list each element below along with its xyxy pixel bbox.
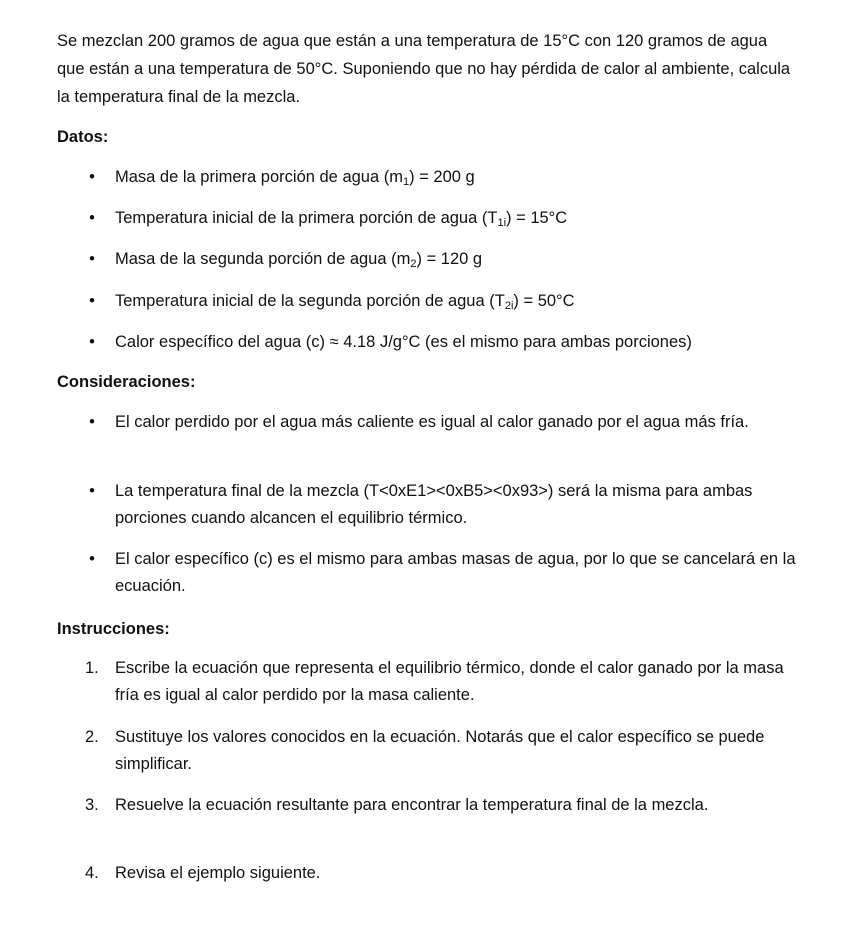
instrucciones-item [85, 655, 805, 709]
intro-paragraph: Se mezclan 200 gramos de agua que están a una temperatura de 15°C con 120 gramos de agua que están a una temperatura de 50°C. Suponiendo que no hay pérdida de calor al ambiente, calcula la temperatura final de la mezcla. [57, 32, 791, 106]
bullet-icon: • [89, 250, 95, 268]
datos-item-text: Masa de la segunda porción de agua (m [115, 250, 411, 268]
datos-item-value: ) = 15°C [506, 209, 568, 227]
datos-item-value: ) = 200 g [409, 168, 475, 186]
bullet-icon: • [89, 209, 95, 227]
consideraciones-item-text: El calor específico (c) es el mismo para ambas masas de agua, por lo que se cancelará en la ecuación. [115, 550, 796, 595]
item-number: 1. [85, 659, 99, 677]
consideraciones-item [89, 478, 805, 532]
subscript: 2i [504, 300, 514, 312]
subscript: 2 [410, 258, 417, 270]
item-number: 4. [85, 864, 99, 882]
consideraciones-heading: Consideraciones: [57, 373, 196, 391]
instrucciones-item [85, 724, 805, 778]
item-number: 3. [85, 796, 99, 814]
instrucciones-item-text: Resuelve la ecuación resultante para encontrar la temperatura final de la mezcla. [115, 796, 709, 814]
subscript: 1 [402, 176, 410, 188]
datos-item [89, 205, 805, 237]
datos-item-text: Calor específico del agua (c) ≈ 4.18 J/g°C (es el mismo para ambas porciones) [115, 333, 692, 351]
datos-item [89, 288, 805, 320]
subscript: 1i [497, 217, 507, 229]
instrucciones-item [85, 792, 805, 819]
instrucciones-item [85, 860, 805, 887]
instrucciones-item-text: Revisa el ejemplo siguiente. [115, 864, 321, 882]
consideraciones-item-text: La temperatura final de la mezcla (T<0xE1><0xB5><0x93>) será la misma para ambas porciones cuando alcancen el equilibrio térmico. [115, 482, 753, 527]
datos-item-text: Temperatura inicial de la primera porción de agua (T [115, 209, 498, 227]
instrucciones-heading: Instrucciones: [57, 620, 170, 638]
consideraciones-item [89, 409, 805, 436]
datos-item [89, 246, 805, 278]
instrucciones-item-text: Escribe la ecuación que representa el equilibrio térmico, donde el calor ganado por la masa fría es igual al calor perdido por la masa caliente. [115, 659, 784, 704]
consideraciones-item [89, 546, 805, 600]
bullet-icon: • [89, 413, 95, 431]
datos-item [89, 329, 805, 356]
instrucciones-item-text: Sustituye los valores conocidos en la ecuación. Notarás que el calor específico se puede simplificar. [115, 728, 765, 773]
bullet-icon: • [89, 333, 95, 351]
datos-item-text: Masa de la primera porción de agua (m [115, 168, 403, 186]
datos-item-value: ) = 50°C [513, 292, 575, 310]
item-number: 2. [85, 728, 99, 746]
datos-item-text: Temperatura inicial de la segunda porción de agua (T [115, 292, 505, 310]
bullet-icon: • [89, 168, 95, 186]
bullet-icon: • [89, 482, 95, 500]
datos-item [89, 164, 805, 196]
datos-item-value: ) = 120 g [416, 250, 483, 268]
datos-heading: Datos: [57, 128, 109, 146]
consideraciones-item-text: El calor perdido por el agua más caliente es igual al calor ganado por el agua más fría. [115, 413, 749, 431]
bullet-icon: • [89, 292, 95, 310]
bullet-icon: • [89, 550, 95, 568]
